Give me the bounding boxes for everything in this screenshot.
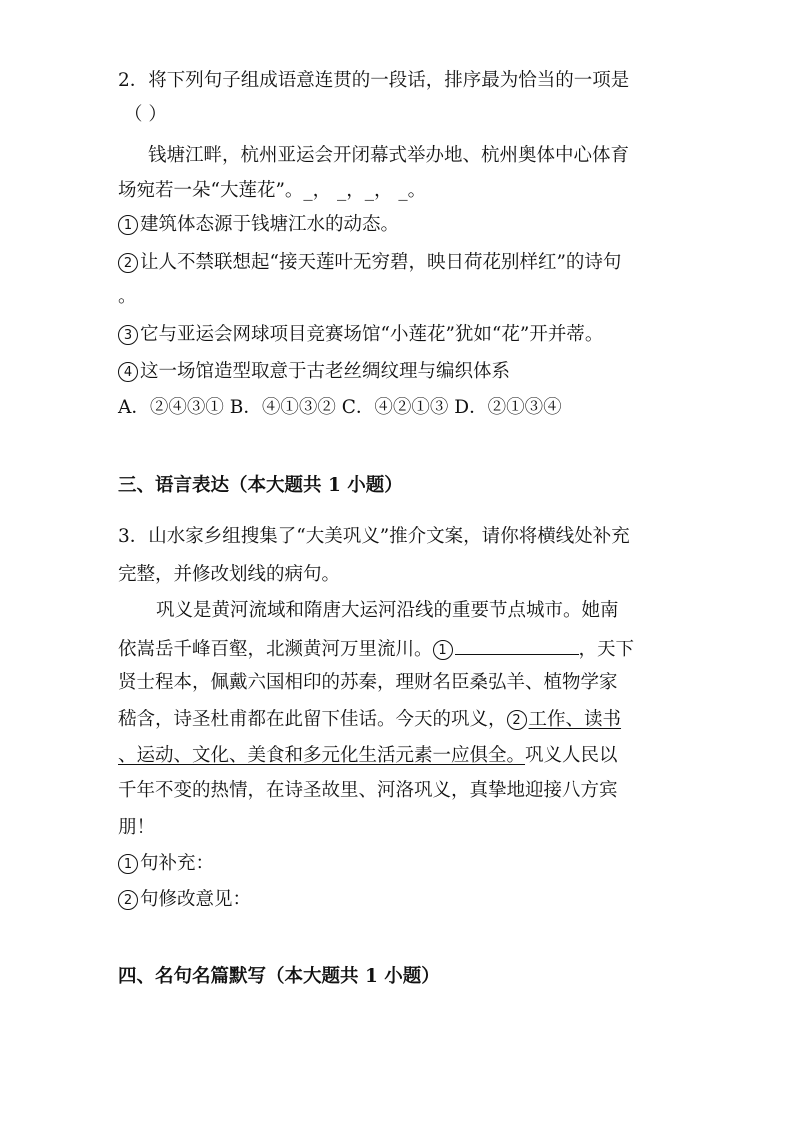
section-3-heading: 三、语言表达（本大题共 1 小题） (118, 475, 403, 496)
fill-in-blank-1[interactable] (455, 634, 579, 655)
q2-sentence-2: 2 让人不禁联想起“接天莲叶无穷碧，映日荷花别样红”的诗句 (118, 250, 621, 276)
q2-sentence-2-continued: 。 (118, 286, 137, 307)
q2-sentence-3: 3 它与亚运会网球项目竞赛场馆“小莲花”犹如“花”开并蒂。 (118, 322, 603, 348)
q2-sentence-4: 4 这一场馆造型取意于古老丝绸纹理与编织体系 (118, 359, 510, 385)
q2-passage-line-1: 钱塘江畔，杭州亚运会开闭幕式举办地、杭州奥体中心体育 (148, 145, 630, 166)
q3-passage-line-3: 贤士程本，佩戴六国相印的苏秦，理财名臣桑弘羊、植物学家 (118, 672, 618, 693)
q3-stem-line-1: 3．山水家乡组搜集了“大美巩义”推介文案，请你将横线处补充 (118, 526, 630, 547)
circled-number-1: 1 (433, 640, 453, 660)
q2-passage-line-2: 场宛若一朵“大莲花”。_， _，_， _。 (118, 180, 427, 201)
q3-passage-line-1: 巩义是黄河流域和隋唐大运河沿线的重要节点城市。她南 (156, 600, 619, 621)
circled-number-2: 2 (507, 710, 527, 730)
q3-passage-line-6: 千年不变的热情，在诗圣故里、河洛巩义，真挚地迎接八方宾 (118, 780, 618, 801)
q3-answer-1: 1 句补充： (118, 851, 214, 877)
circled-number-2: 2 (118, 890, 138, 910)
q2-options: A．②④③① B．④①③② C．④②①③ D．②①③④ (118, 397, 562, 418)
circled-number-3: 3 (118, 325, 138, 345)
circled-number-2: 2 (118, 253, 138, 273)
circled-number-4: 4 (118, 362, 138, 382)
circled-number-1: 1 (118, 854, 138, 874)
underlined-sentence-continued: 、运动、文化、美食和多元化生活元素一应俱全。 (118, 745, 526, 766)
q3-passage-line-2: 依嵩岳千峰百壑，北濒黄河万里流川。 1 ，天下 (118, 634, 634, 663)
q3-passage-line-4: 嵇含，诗圣杜甫都在此留下佳话。今天的巩义， 2 工作、读书 (118, 709, 622, 730)
q3-answer-2: 2 句修改意见： (118, 887, 251, 913)
q2-answer-paren: （ ） (124, 104, 167, 125)
q2-stem: 2．将下列句子组成语意连贯的一段话，排序最为恰当的一项是 (118, 70, 630, 91)
underlined-sentence: 工作、读书 (528, 709, 622, 730)
q3-stem-line-2: 完整，并修改划线的病句。 (118, 564, 341, 585)
section-4-heading: 四、名句名篇默写（本大题共 1 小题） (118, 966, 440, 987)
q2-sentence-1: 1 建筑体态源于钱塘江水的动态。 (118, 212, 399, 238)
q3-passage-line-7: 朋！ (118, 817, 156, 838)
q3-passage-line-5: 、运动、文化、美食和多元化生活元素一应俱全。巩义人民以 (118, 745, 618, 766)
circled-number-1: 1 (118, 215, 138, 235)
